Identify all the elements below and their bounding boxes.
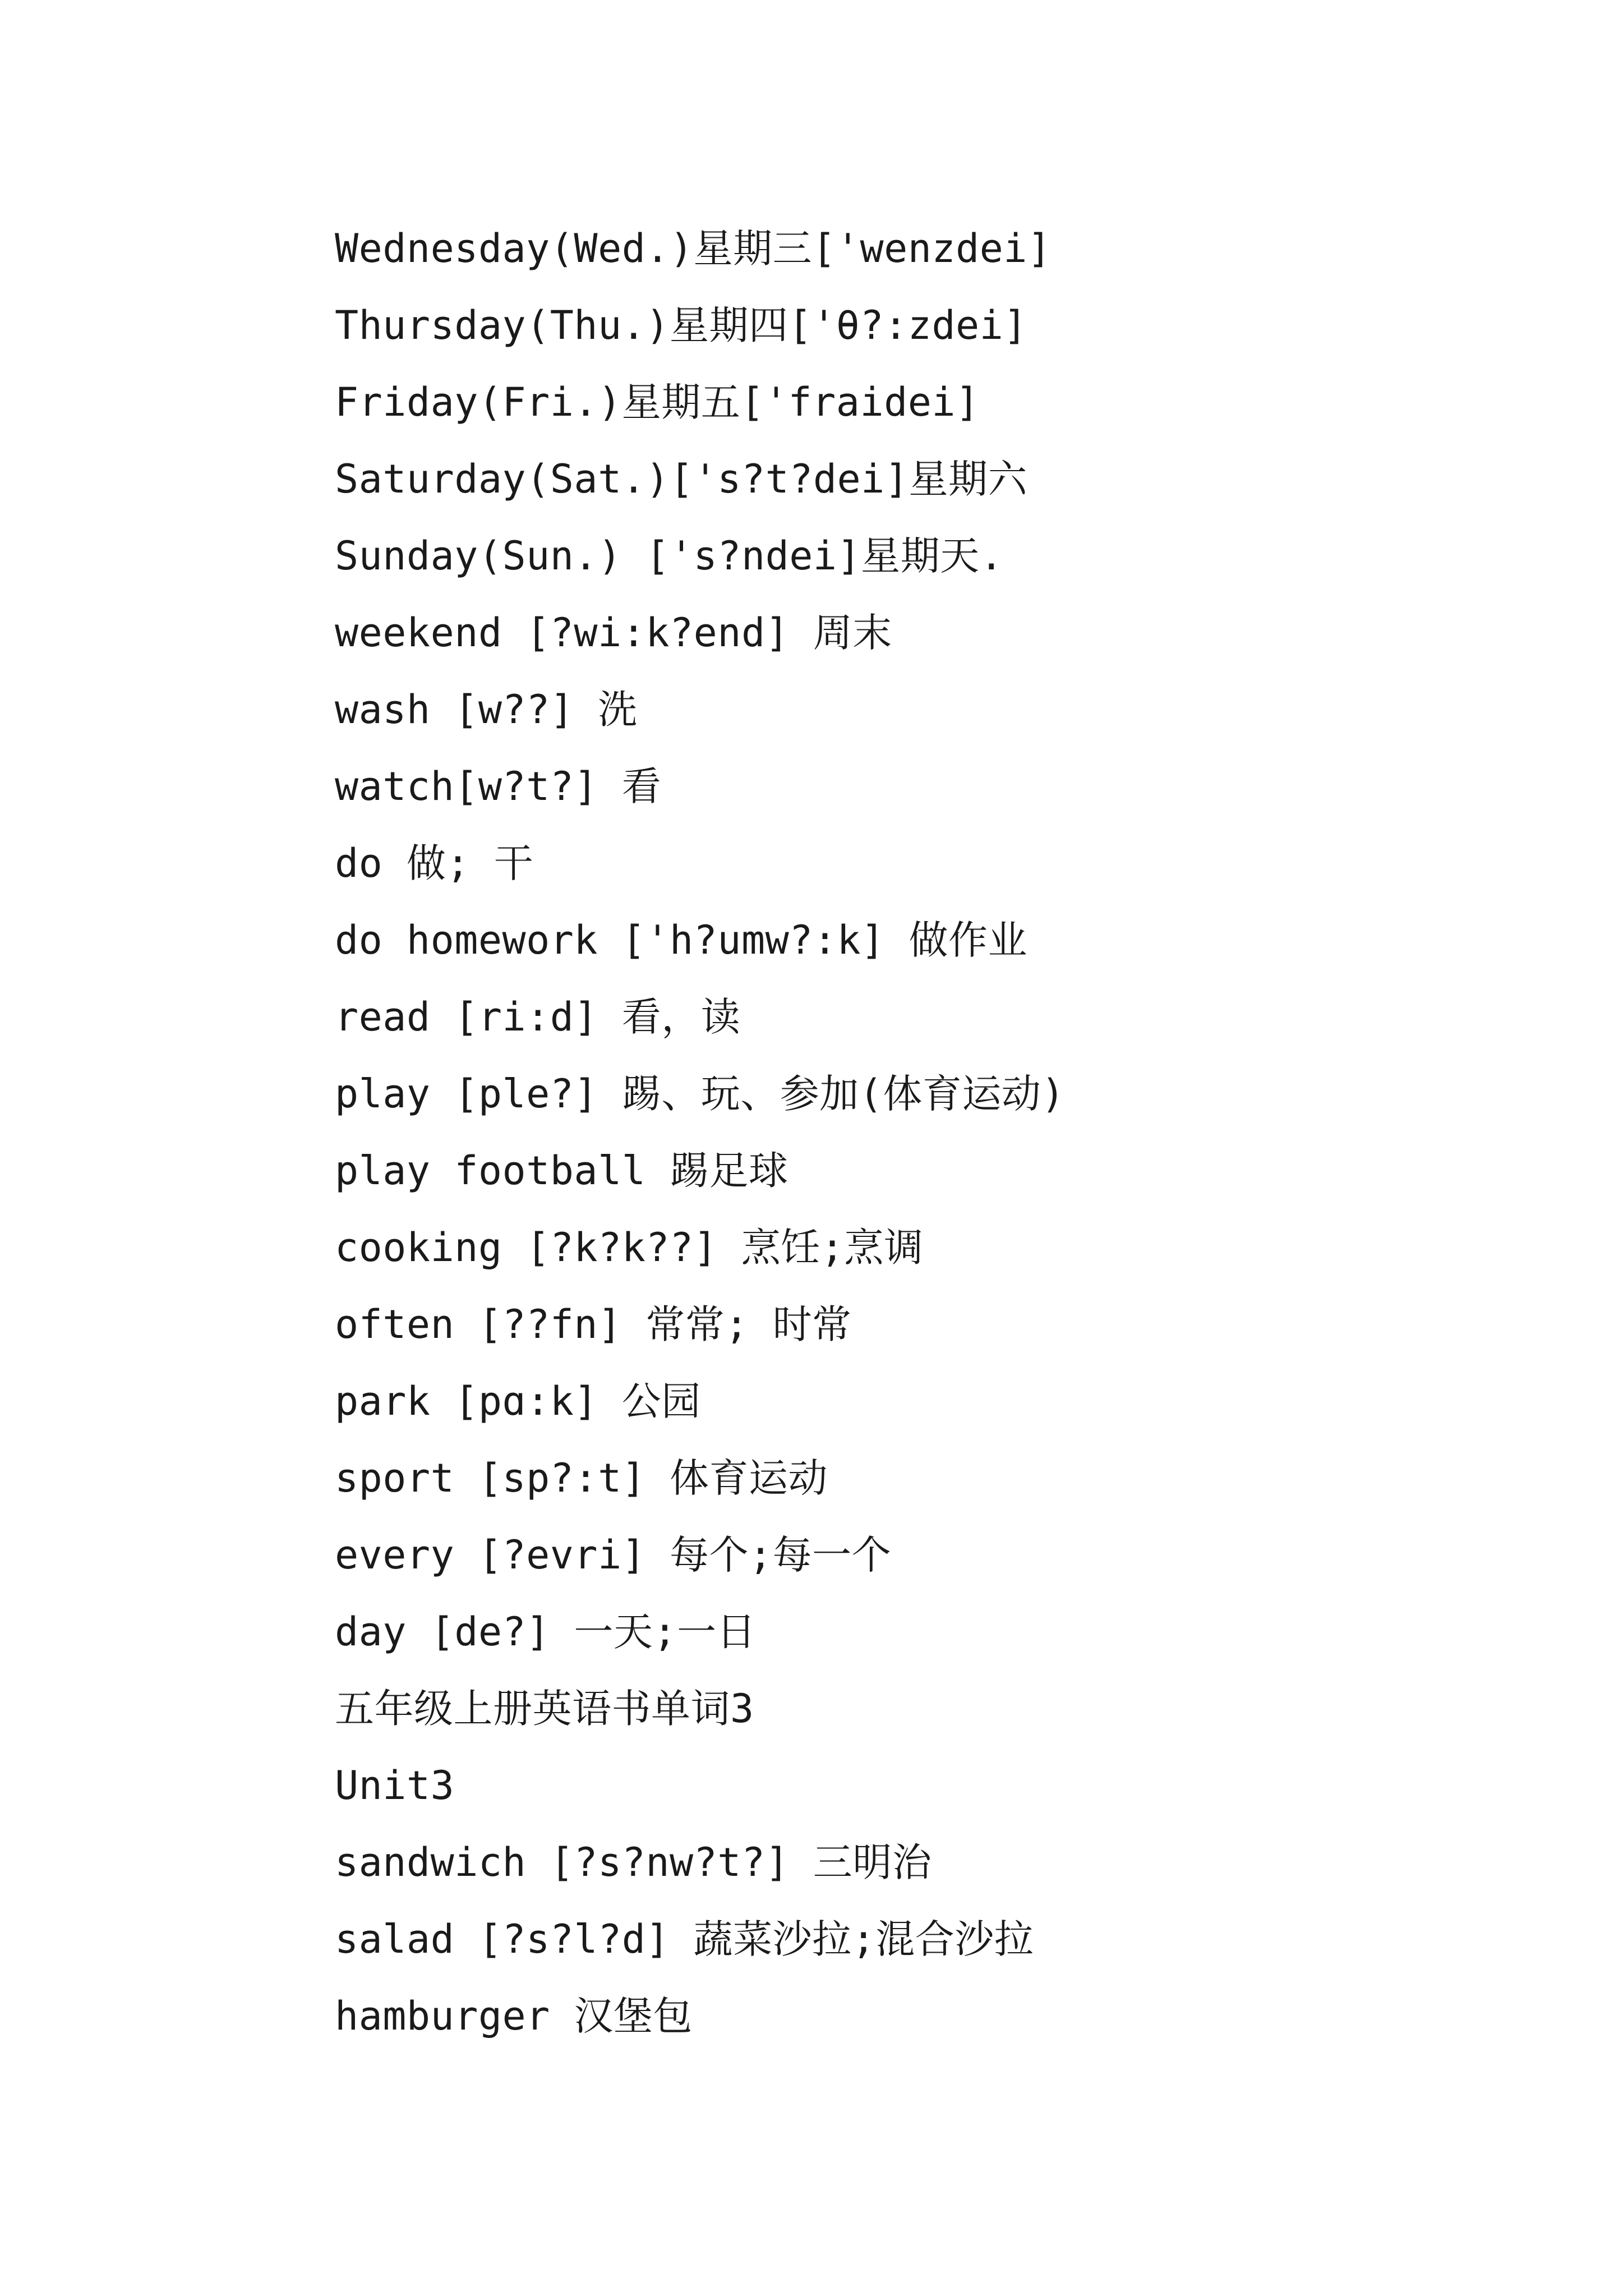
vocab-line: play football 踢足球 (335, 1148, 789, 1194)
vocab-line: Saturday(Sat.)['s?t?dei]星期六 (335, 456, 1027, 502)
vocab-line: cooking [?k?k??] 烹饪;烹调 (335, 1225, 924, 1271)
vocab-line: hamburger 汉堡包 (335, 1993, 693, 2039)
vocab-line: Wednesday(Wed.)星期三['wenzdei] (335, 226, 1052, 272)
unit-heading: Unit3 (335, 1763, 455, 1809)
vocab-line: read [ri:d] 看，读 (335, 994, 741, 1040)
vocab-line: Friday(Fri.)星期五['fraidei] (335, 379, 980, 425)
vocab-line: wash [w??] 洗 (335, 687, 638, 733)
vocabulary-list (335, 210, 1513, 2055)
vocab-line: Thursday(Thu.)星期四['θ?:zdei] (335, 302, 1027, 348)
vocab-line: park [pɑ:k] 公园 (335, 1378, 701, 1424)
vocab-line: do 做; 干 (335, 840, 534, 886)
vocab-line: often [??fn] 常常; 时常 (335, 1301, 852, 1347)
vocab-line: play [ple?] 踢、玩、参加(体育运动) (335, 1071, 1066, 1117)
section-heading: 五年级上册英语书单词3 (335, 1686, 754, 1732)
vocab-line: weekend [?wi:k?end] 周末 (335, 610, 892, 656)
vocab-line: Sunday(Sun.) ['s?ndei]星期天. (335, 533, 1004, 579)
vocab-line: day [de?] 一天;一日 (335, 1609, 757, 1655)
vocab-line: salad [?s?l?d] 蔬菜沙拉;混合沙拉 (335, 1916, 1034, 1962)
vocab-line: sandwich [?s?nw?t?] 三明治 (335, 1839, 932, 1885)
vocab-line: do homework ['h?umw?:k] 做作业 (335, 917, 1027, 963)
vocab-line: watch[w?t?] 看 (335, 763, 662, 809)
vocab-line: sport [sp?:t] 体育运动 (335, 1455, 828, 1501)
vocab-line: every [?evri] 每个;每一个 (335, 1532, 892, 1578)
